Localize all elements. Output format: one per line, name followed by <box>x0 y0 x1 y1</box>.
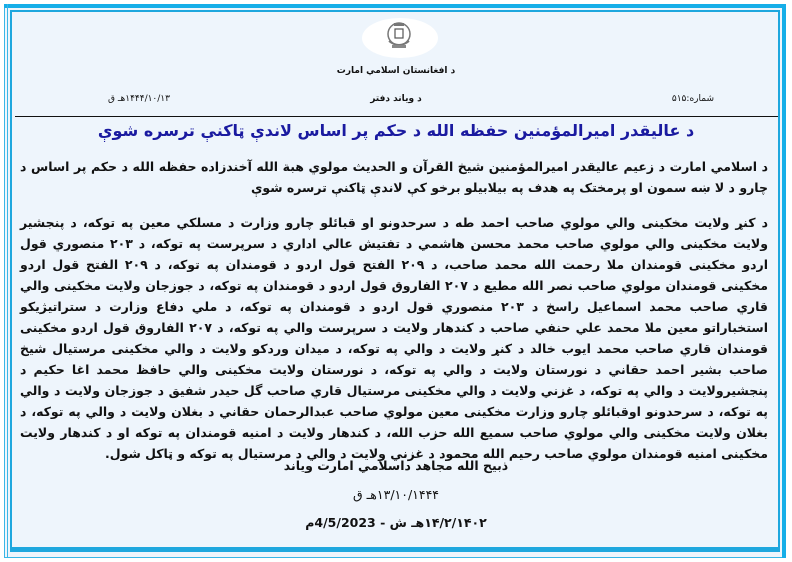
document-title: د عاليقدر اميرالمؤمنين حفظه الله د حکم پر اساس لاندې ټاکنې ترسره شوې <box>97 121 695 140</box>
signatory-name: ذبيح الله مجاهد داسلامي امارت وياند <box>283 458 509 473</box>
document-date: ۱۴۴۴/۱۰/۱۳هـ ق <box>108 94 170 104</box>
intro-paragraph: د اسلامي امارت د زعيم عاليقدر اميرالمؤمنين شيخ القرآن و الحديث مولوي هبة الله آخندزاده حفظه الله د حکم پر اساس د چارو د لا ښه سمون او پرمختک په هدف په بيلابيلو برخو کې لاندې ټاکنې ترسره شوې <box>20 159 768 195</box>
organization-name: د افغانستان اسلامي امارت <box>336 66 456 76</box>
signature-date-solar-gregorian <box>0 515 792 530</box>
frame-top-border <box>4 4 786 8</box>
number-value: ۵۱۵ <box>671 94 687 104</box>
office-name: د وياند دفتر <box>370 94 422 104</box>
header-divider <box>15 116 778 117</box>
number-label: شماره: <box>686 94 714 104</box>
frame-left-border <box>7 4 8 558</box>
frame-right-border <box>782 4 786 558</box>
date-solar: ۱۴/۲/۱۴۰۲هـ ش - <box>375 515 487 530</box>
signature-date-lunar: ۱۳/۱۰/۱۴۴۴هـ ق <box>352 487 440 502</box>
emblem-icon <box>386 19 412 51</box>
main-paragraph: د کنړ ولايت مخکينی والي مولوي صاحب احمد طه د سرحدونو او قبائلو چارو وزارت د مسلکي معين په توکه، د پنجشير ولايت مخکينی والي مولوي صاحب محمد محسن هاشمي د تفتيش عالي اداري د سرپرست په توکه، د ۲۰۳ منصوري قول اردو مخکينی قومندان ملا رحمت الله محمد صاحب، د ۲۰۹ الفتح قول اردو د قومندان په توکه، د ۲۰۹ الفتح قول اردو مخکينی قومندان مولوي صاحب نصر الله مطيع د ۲۰۷ الفاروق قول اردو د قومندان په توکه، د جوزجان ولايت مخکينی والي قاري صاحب محمد اسماعيل راسخ د ۲۰۳ منصوري قول اردو د قومندان په توکه، د ملي دفاع وزارت د ستراتيژيکو استخباراتو معين ملا محمد علي حنفي صاحب د کندهار ولايت د سرپرست والي په توکه، د ۲۰۷ الفاروق قول اردو مخکينی قومندان قاري صاحب محمد ايوب خالد د کنړ ولايت د والي په توکه، د ميدان وردکو ولايت د والي مخکينی مرستيال شيخ صاحب بشير احمد حقاني د نورستان ولايت د والي په توکه، د نورستان ولايت مخکينی والي حافظ محمد اغا حکيم د پنجشيرولايت د والي په توکه، د غزني ولايت د والي مخکينی مرستيال قاري صاحب گل حيدر شفيق د جوزجان ولايت د والي په توکه، د سرحدونو اوقبائلو چارو وزارت مخکينی معين مولوي صاحب عبدالرحمان حقاني د بغلان ولايت د والي په توکه، د بغلان ولايت مخکينی والي مولوي صاحب سميع الله حزب الله، د کندهار ولايت د امنيه قومندان په توکه او د کندهار ولايت مخکينی امنيه قومندان مولوي صاحب رحيم الله محمود د غزني ولايت د والي د مرستيال په توکه و ټاکل شول. <box>20 215 769 461</box>
date-gregorian: 4/5/2023م <box>305 515 376 530</box>
